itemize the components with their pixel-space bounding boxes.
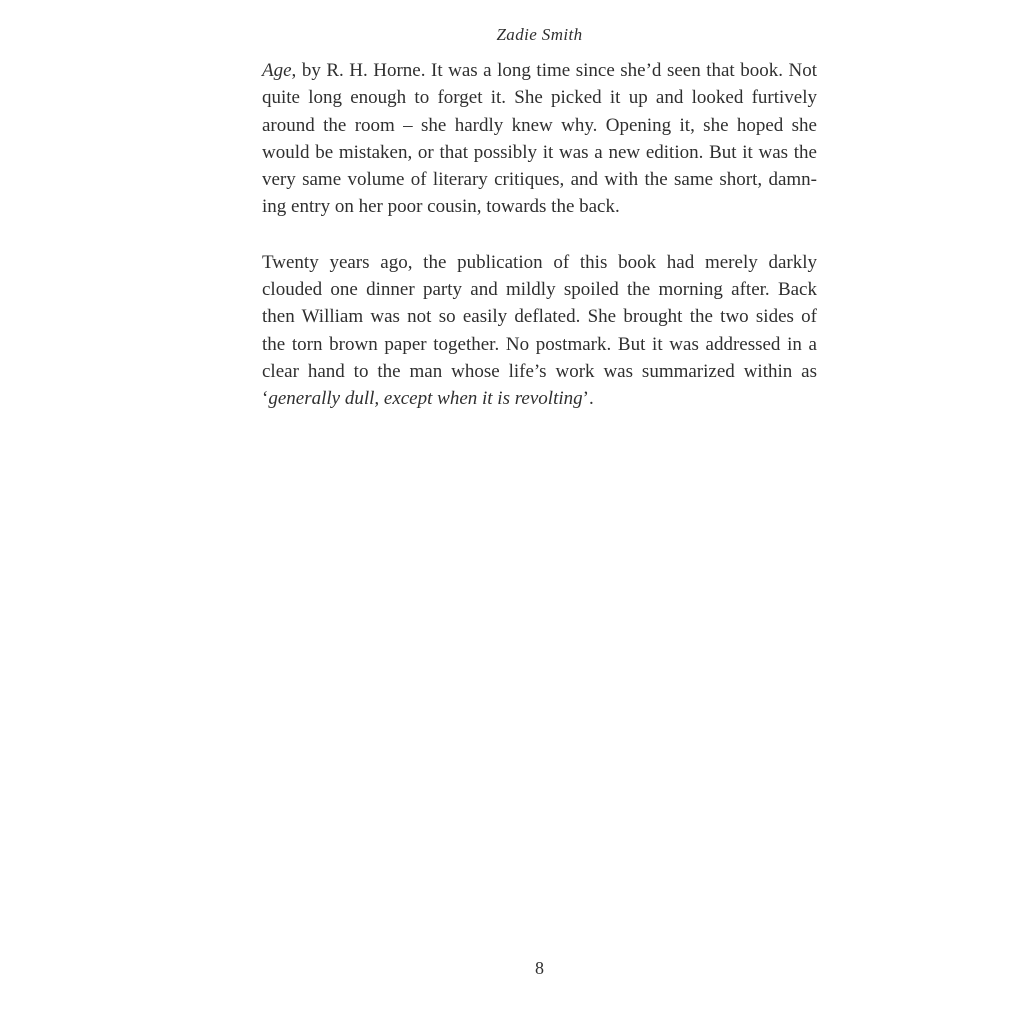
text-run: ‘ (262, 388, 269, 410)
running-head: Zadie Smith (496, 25, 583, 44)
text-line (262, 358, 817, 385)
text-run: ing entry on her poor cousin, towards the back. (262, 196, 620, 218)
text-run: Twenty years ago, the publication of this book had merely darkly (262, 251, 817, 273)
text-run: , by R. H. Horne. It was a long time since she’d seen that book. Not (291, 60, 817, 81)
text-line (262, 84, 817, 111)
text-line (262, 331, 817, 358)
text-run: then William was not so easily deflated. She brought the two sides of (262, 306, 817, 328)
text-run: clear hand to the man whose life’s work was summarized within as (262, 360, 817, 382)
text-block (262, 57, 817, 413)
text-line (262, 276, 817, 303)
text-run: would be mistaken, or that possibly it was a new edition. But it was the (262, 141, 817, 163)
text-line (262, 193, 817, 220)
paragraph (262, 249, 817, 413)
text-line (262, 249, 817, 276)
text-line (262, 166, 817, 193)
text-run: clouded one dinner party and mildly spoiled the morning after. Back (262, 279, 817, 301)
text-line (262, 139, 817, 166)
text-run: ’. (582, 388, 594, 410)
text-run: the torn brown paper together. No postmark. But it was addressed in a (262, 333, 817, 355)
text-run: very same volume of literary critiques, and with the same short, damn- (262, 169, 817, 191)
text-line (262, 57, 817, 84)
text-line (262, 112, 817, 139)
text-run: around the room – she hardly knew why. Opening it, she hoped she (262, 114, 817, 136)
text-run-italic: Age (262, 60, 292, 81)
text-line (262, 303, 817, 330)
paragraph (262, 57, 817, 221)
text-line (262, 385, 817, 412)
text-run: quite long enough to forget it. She picked it up and looked furtively (262, 87, 817, 109)
text-run-italic: generally dull, except when it is revolting (268, 388, 583, 410)
page-number: 8 (535, 958, 544, 978)
